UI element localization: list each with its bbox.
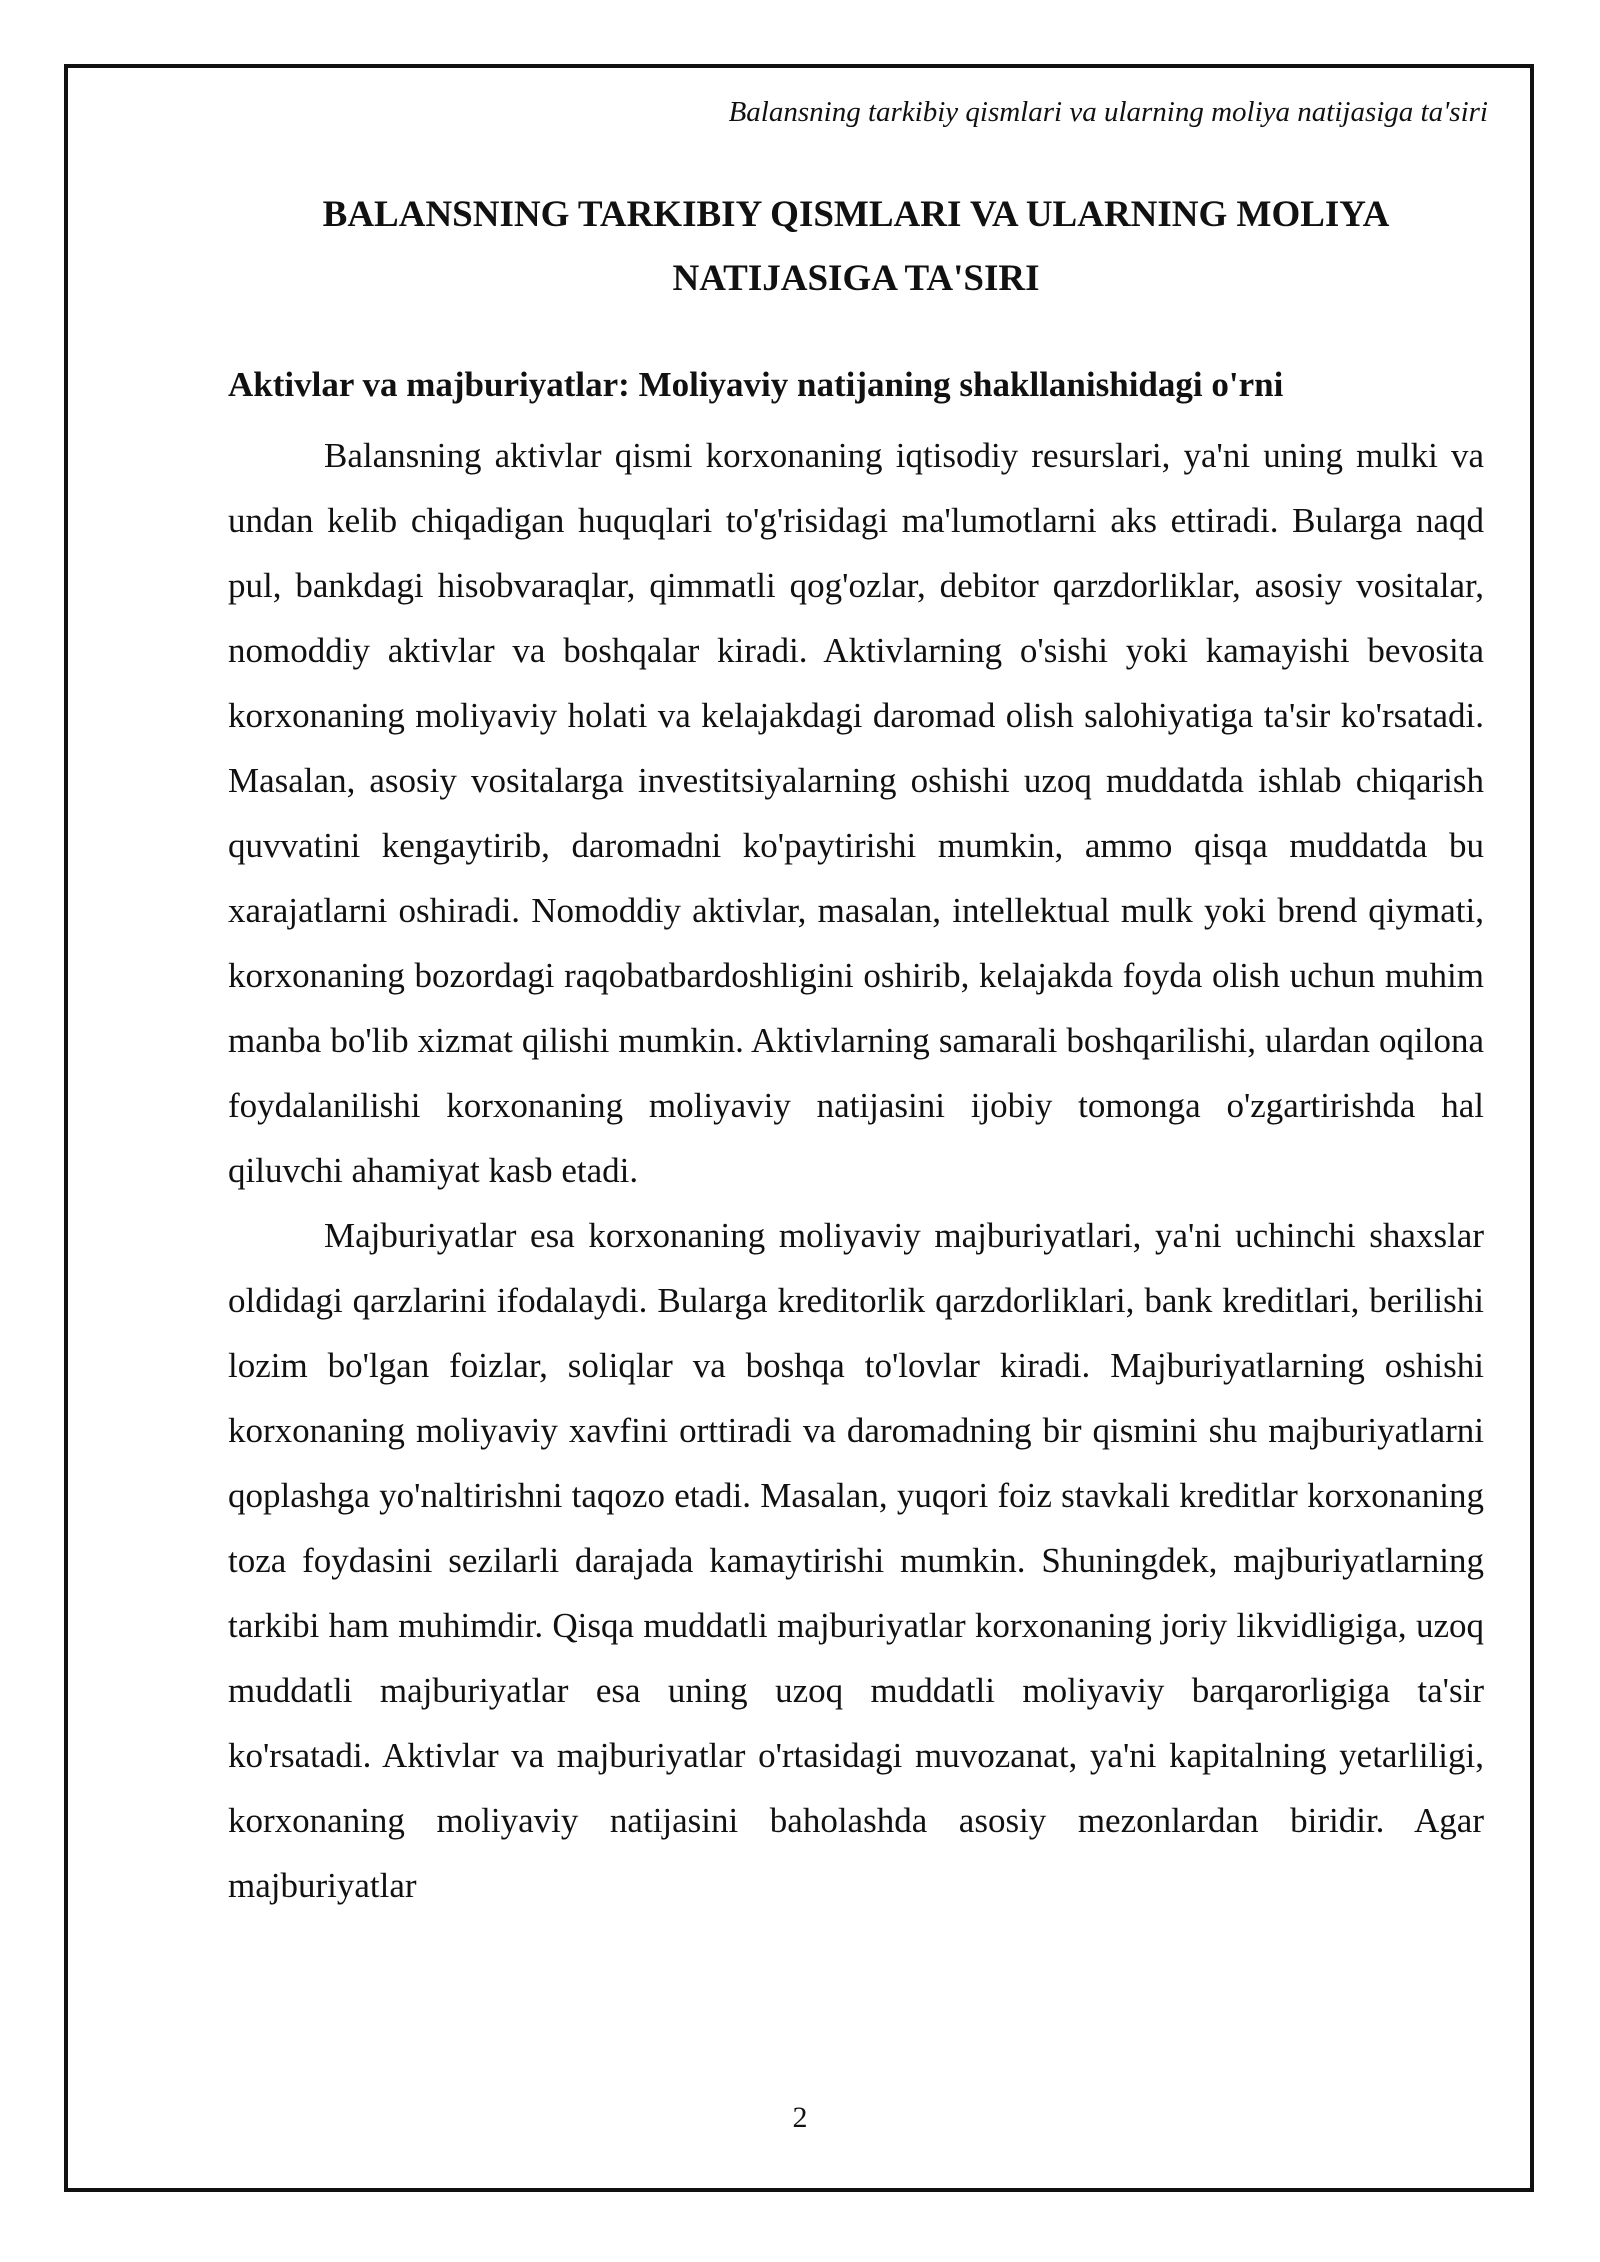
- paragraph-assets: Balansning aktivlar qismi korxonaning iqtisodiy resurslari, ya'ni uning mulki va undan kelib chiqadigan huquqlari to'g'risidagi ma'lumotlarni aks ettiradi. Bularga naqd pul, bankdagi hisobvaraqlar, qimmatli qog'ozlar, debitor qarzdorliklar, asosiy vositalar, nomoddiy aktivlar va boshqalar kiradi. Aktivlarning o'sishi yoki kamayishi bevosita korxonaning moliyaviy holati va kelajakdagi daromad olish salohiyatiga ta'sir ko'rsatadi. Masalan, asosiy vositalarga investitsiyalarning oshishi uzoq muddatda ishlab chiqarish quvvatini kengaytirib, daromadni ko'paytirishi mumkin, ammo qisqa muddatda bu xarajatlarni oshiradi. Nomoddiy aktivlar, masalan, intellektual mulk yoki brend qiymati, korxonaning bozordagi raqobatbardoshligini oshirib, kelajakda foyda olish uchun muhim manba bo'lib xizmat qilishi mumkin. Aktivlarning samarali boshqarilishi, ulardan oqilona foydalanilishi korxonaning moliyaviy natijasini ijobiy tomonga o'zgartirishda hal qiluvchi ahamiyat kasb etadi.: [228, 436, 1484, 1190]
- page-number: 2: [792, 2101, 808, 2134]
- section-heading: Aktivlar va majburiyatlar: Moliyaviy natijaning shakllanishidagi o'rni: [228, 365, 1284, 404]
- document-body: [228, 183, 1484, 1918]
- paragraph-liabilities: Majburiyatlar esa korxonaning moliyaviy majburiyatlari, ya'ni uchinchi shaxslar oldidagi qarzlarini ifodalaydi. Bularga kreditorlik qarzdorliklari, bank kreditlari, berilishi lozim bo'lgan foizlar, soliqlar va boshqa to'lovlar kiradi. Majburiyatlarning oshishi korxonaning moliyaviy xavfini orttiradi va daromadning bir qismini shu majburiyatlarni qoplashga yo'naltirishni taqozo etadi. Masalan, yuqori foiz stavkali kreditlar korxonaning toza foydasini sezilarli darajada kamaytirishi mumkin. Shuningdek, majburiyatlarning tarkibi ham muhimdir. Qisqa muddatli majburiyatlar korxonaning joriy likvidligiga, uzoq muddatli majburiyatlar esa uning uzoq muddatli moliyaviy barqarorligiga ta'sir ko'rsatadi. Aktivlar va majburiyatlar o'rtasidagi muvozanat, ya'ni kapitalning yetarliligi, korxonaning moliyaviy natijasini baholashda asosiy mezonlardan biridir. Agar majburiyatlar: [228, 1216, 1484, 1905]
- running-header: Balansning tarkibiy qismlari va ularning moliya natijasiga ta'siri: [728, 96, 1488, 128]
- document-title: BALANSNING TARKIBIY QISMLARI VA ULARNING MOLIYA NATIJASIGA TA'SIRI: [322, 194, 1390, 299]
